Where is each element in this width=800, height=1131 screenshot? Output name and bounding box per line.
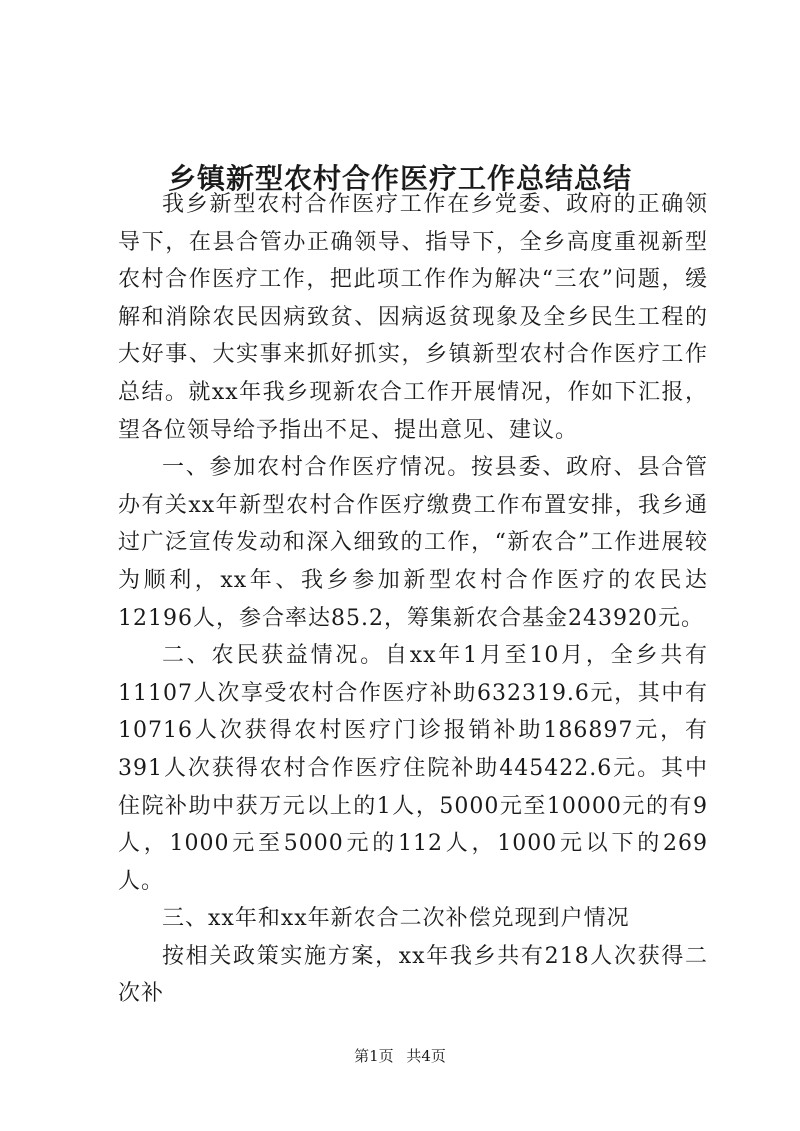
page-total: 共4页 <box>406 1047 446 1065</box>
paragraph-intro: 我乡新型农村合作医疗工作在乡党委、政府的正确领导下，在县合管办正确领导、指导下，全乡高度重视新型农村合作医疗工作，把此项工作作为解决“三农”问题，缓解和消除农民因病致贫、因病返贫现象及全乡民生工程的大好事、大实事来抓好抓实，乡镇新型农村合作医疗工作总结。就xx年我乡现新农合工作开展情况，作如下汇报，望各位领导给予指出不足、提出意见、建议。 <box>118 192 708 443</box>
page-number: 第1页 <box>354 1047 394 1065</box>
document-title: 乡镇新型农村合作医疗工作总结总结 <box>167 161 632 195</box>
page-footer <box>0 1046 800 1066</box>
paragraph-section-1: 一、参加农村合作医疗情况。按县委、政府、县合管办有关xx年新型农村合作医疗缴费工作布置安排，我乡通过广泛宣传发动和深入细致的工作，“新农合”工作进展较为顺利，xx年、我乡参加新型农村合作医疗的农民达12196人，参合率达85.2，筹集新农合基金243920元。 <box>118 455 708 631</box>
paragraph-section-2: 二、农民获益情况。自xx年1月至10月，全乡共有11107人次享受农村合作医疗补助632319.6元，其中有10716人次获得农村医疗门诊报销补助186897元，有391人次获得农村合作医疗住院补助445422.6元。其中住院补助中获万元以上的1人，5000元至10000元的有9人，1000元至5000元的112人，1000元以下的269人。 <box>118 643 708 894</box>
paragraph-section-3-heading: 三、xx年和xx年新农合二次补偿兑现到户情况 <box>162 906 630 932</box>
document-body <box>118 186 708 1013</box>
paragraph-section-3-body: 按相关政策实施方案，xx年我乡共有218人次获得二次补 <box>118 943 708 1007</box>
